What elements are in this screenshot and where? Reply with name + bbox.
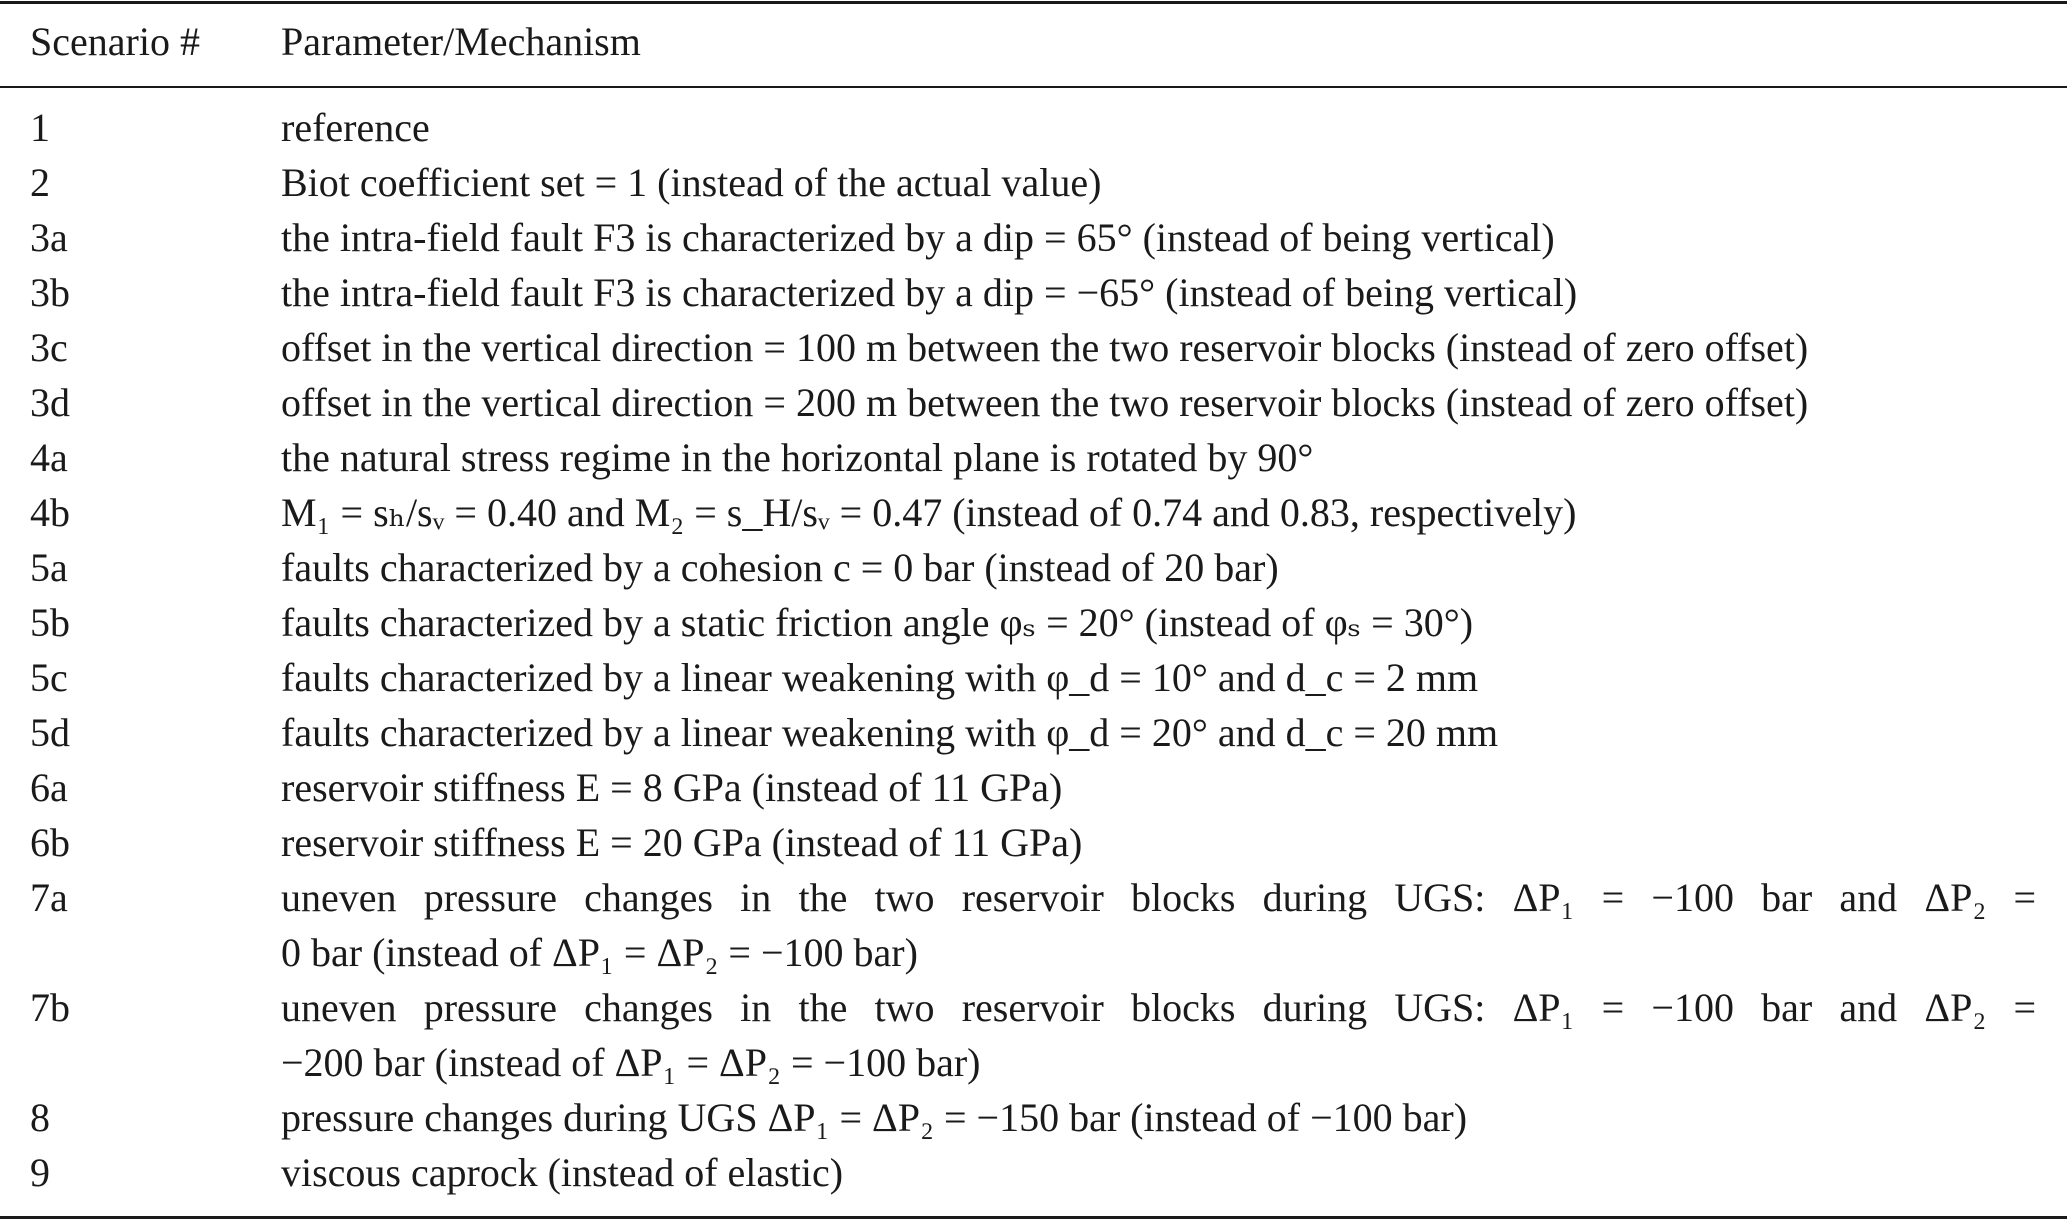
table-bottom-rule: [0, 1216, 2067, 1219]
cell-text-line: faults characterized by a linear weakening with φ_d = 10° and d_c = 2 mm: [281, 655, 1479, 700]
table-header-rule: [0, 86, 2067, 88]
scenario-number-cell: 1: [30, 105, 50, 150]
scenario-number-cell: 6b: [30, 820, 70, 865]
table-row: [0, 760, 2067, 815]
cell-text-line: reference: [281, 105, 430, 150]
cell-text-line: viscous caprock (instead of elastic): [281, 1150, 844, 1195]
cell-text-line: faults characterized by a static friction angle φₛ = 20° (instead of φₛ = 30°): [281, 600, 1474, 645]
table-row: [0, 375, 2067, 430]
cell-text-line: uneven pressure changes in the two reservoir blocks during UGS: ΔP₁ = −100 bar and ΔP₂ =: [281, 985, 2036, 1030]
table-row: [0, 540, 2067, 595]
parameter-mechanism-cell: [281, 430, 2036, 485]
parameter-mechanism-cell: [281, 870, 2036, 980]
parameter-mechanism-cell: [281, 265, 2036, 320]
scenario-number-cell: 9: [30, 1150, 50, 1195]
table-row: [0, 595, 2067, 650]
cell-text-line: M₁ = sₕ/sᵥ = 0.40 and M₂ = s_H/sᵥ = 0.47 (instead of 0.74 and 0.83, respectively): [281, 490, 1577, 535]
parameter-mechanism-cell: [281, 155, 2036, 210]
parameter-mechanism-cell: [281, 650, 2036, 705]
parameter-mechanism-cell: [281, 100, 2036, 155]
scenario-number-cell: 5d: [30, 710, 70, 755]
scenario-number-cell: 8: [30, 1095, 50, 1140]
scenario-number-cell: 5a: [30, 545, 68, 590]
table-row: [0, 815, 2067, 870]
header-scenario-number: Scenario #: [30, 19, 200, 64]
cell-text-line: offset in the vertical direction = 200 m between the two reservoir blocks (instead of zero offset): [281, 380, 1809, 425]
table-row: [0, 430, 2067, 485]
scenario-number-cell: 7b: [30, 985, 70, 1030]
table-row: [0, 870, 2067, 980]
table-body: [0, 100, 2067, 1200]
table-row: [0, 485, 2067, 540]
parameter-mechanism-cell: [281, 375, 2036, 430]
scenario-number-cell: 4a: [30, 435, 68, 480]
scenario-number-cell: 3c: [30, 325, 68, 370]
parameter-mechanism-cell: [281, 815, 2036, 870]
scenario-number-cell: 3d: [30, 380, 70, 425]
cell-text-line: pressure changes during UGS ΔP₁ = ΔP₂ = −150 bar (instead of −100 bar): [281, 1095, 1468, 1140]
parameter-mechanism-cell: [281, 705, 2036, 760]
cell-text-line: the intra-field fault F3 is characterized by a dip = −65° (instead of being vertical): [281, 270, 1578, 315]
scenario-number-cell: 4b: [30, 490, 70, 535]
table-row: [0, 1145, 2067, 1200]
parameter-mechanism-cell: [281, 1090, 2036, 1145]
cell-text-line: faults characterized by a cohesion c = 0 bar (instead of 20 bar): [281, 545, 1279, 590]
scenario-number-cell: 6a: [30, 765, 68, 810]
parameter-mechanism-cell: [281, 540, 2036, 595]
table-row: [0, 155, 2067, 210]
scenario-number-cell: 5b: [30, 600, 70, 645]
parameter-mechanism-cell: [281, 485, 2036, 540]
parameter-mechanism-cell: [281, 1145, 2036, 1200]
cell-text-line: offset in the vertical direction = 100 m between the two reservoir blocks (instead of zero offset): [281, 325, 1809, 370]
table-row: [0, 980, 2067, 1090]
cell-text-line: reservoir stiffness E = 20 GPa (instead of 11 GPa): [281, 820, 1083, 865]
table-row: [0, 210, 2067, 265]
table-top-rule: [0, 1, 2067, 4]
cell-text-line: uneven pressure changes in the two reservoir blocks during UGS: ΔP₁ = −100 bar and ΔP₂ =: [281, 875, 2036, 920]
header-parameter-mechanism: Parameter/Mechanism: [281, 19, 641, 64]
scenario-number-cell: 3a: [30, 215, 68, 260]
scenario-number-cell: 3b: [30, 270, 70, 315]
table-row: [0, 1090, 2067, 1145]
table-row: [0, 265, 2067, 320]
parameter-mechanism-cell: [281, 760, 2036, 815]
parameter-mechanism-cell: [281, 595, 2036, 650]
scenario-number-cell: 7a: [30, 875, 68, 920]
cell-text-line: −200 bar (instead of ΔP₁ = ΔP₂ = −100 bar): [281, 1040, 981, 1085]
parameter-mechanism-cell: [281, 210, 2036, 265]
parameter-mechanism-cell: [281, 980, 2036, 1090]
cell-text-line: 0 bar (instead of ΔP₁ = ΔP₂ = −100 bar): [281, 930, 918, 975]
cell-text-line: faults characterized by a linear weakening with φ_d = 20° and d_c = 20 mm: [281, 710, 1499, 755]
cell-text-line: Biot coefficient set = 1 (instead of the actual value): [281, 160, 1102, 205]
table-row: [0, 705, 2067, 760]
scenario-number-cell: 2: [30, 160, 50, 205]
cell-text-line: the intra-field fault F3 is characterized by a dip = 65° (instead of being vertical): [281, 215, 1555, 260]
scenario-number-cell: 5c: [30, 655, 68, 700]
table-row: [0, 100, 2067, 155]
cell-text-line: the natural stress regime in the horizontal plane is rotated by 90°: [281, 435, 1314, 480]
table-row: [0, 320, 2067, 375]
table-row: [0, 650, 2067, 705]
parameter-mechanism-cell: [281, 320, 2036, 375]
cell-text-line: reservoir stiffness E = 8 GPa (instead of 11 GPa): [281, 765, 1063, 810]
